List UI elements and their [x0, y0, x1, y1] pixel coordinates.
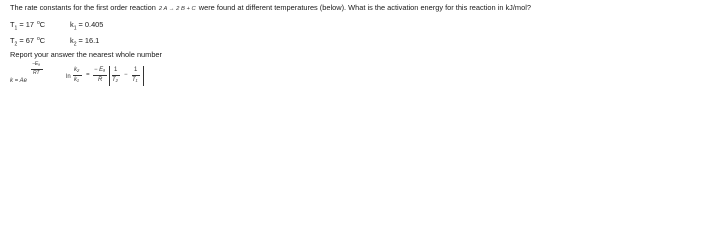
exponent-numerator: −Eₐ — [32, 61, 41, 67]
k2-term: k₂ — [74, 67, 80, 73]
t1-term: T₁ — [132, 77, 138, 83]
t2-term: T₂ — [112, 77, 118, 83]
rate-constant-2: $k_2 = 16.1$ — [70, 36, 100, 48]
degree-symbol: o — [37, 36, 40, 42]
instruction-text: Report your answer the nearest whole number — [10, 50, 162, 59]
ratio-bar — [73, 75, 82, 76]
temperature-1: $T_1 = 17$ $^o$C — [10, 20, 46, 32]
one-b: 1 — [134, 67, 138, 73]
condition-row-1 — [10, 20, 104, 32]
r-constant: R — [98, 77, 103, 83]
condition-row-2 — [10, 36, 100, 48]
minus-sign: − — [124, 72, 128, 78]
question-prefix: The rate constants for the first order reaction — [10, 3, 156, 12]
ln-label: ln — [66, 74, 71, 80]
left-bracket — [109, 66, 110, 86]
degree-symbol: o — [37, 20, 40, 26]
rate-constant-1: $k_1 = 0.405$ — [70, 20, 104, 32]
one-a: 1 — [114, 67, 118, 73]
k1-term: k₁ — [74, 77, 79, 83]
question-page — [0, 0, 722, 107]
minus-ea: − Eₐ — [94, 67, 106, 73]
question-text — [10, 4, 531, 13]
ea-fraction-bar — [93, 75, 107, 76]
question-suffix: were found at different temperatures (below). What is the activation energy for this reaction in kJ/mol? — [198, 3, 531, 12]
reaction-equation: 2 A → 2 B + C — [158, 6, 196, 12]
inv-t1-bar — [132, 75, 140, 76]
equals-sign: = — [86, 72, 90, 78]
exponent-denominator: RT — [33, 70, 40, 76]
arrhenius-lhs: k = Ae — [10, 78, 27, 84]
right-bracket — [143, 66, 144, 86]
arrhenius-formula — [10, 62, 240, 92]
inv-t2-bar — [112, 75, 120, 76]
temperature-2: $T_2 = 67$ $^o$C — [10, 36, 46, 48]
